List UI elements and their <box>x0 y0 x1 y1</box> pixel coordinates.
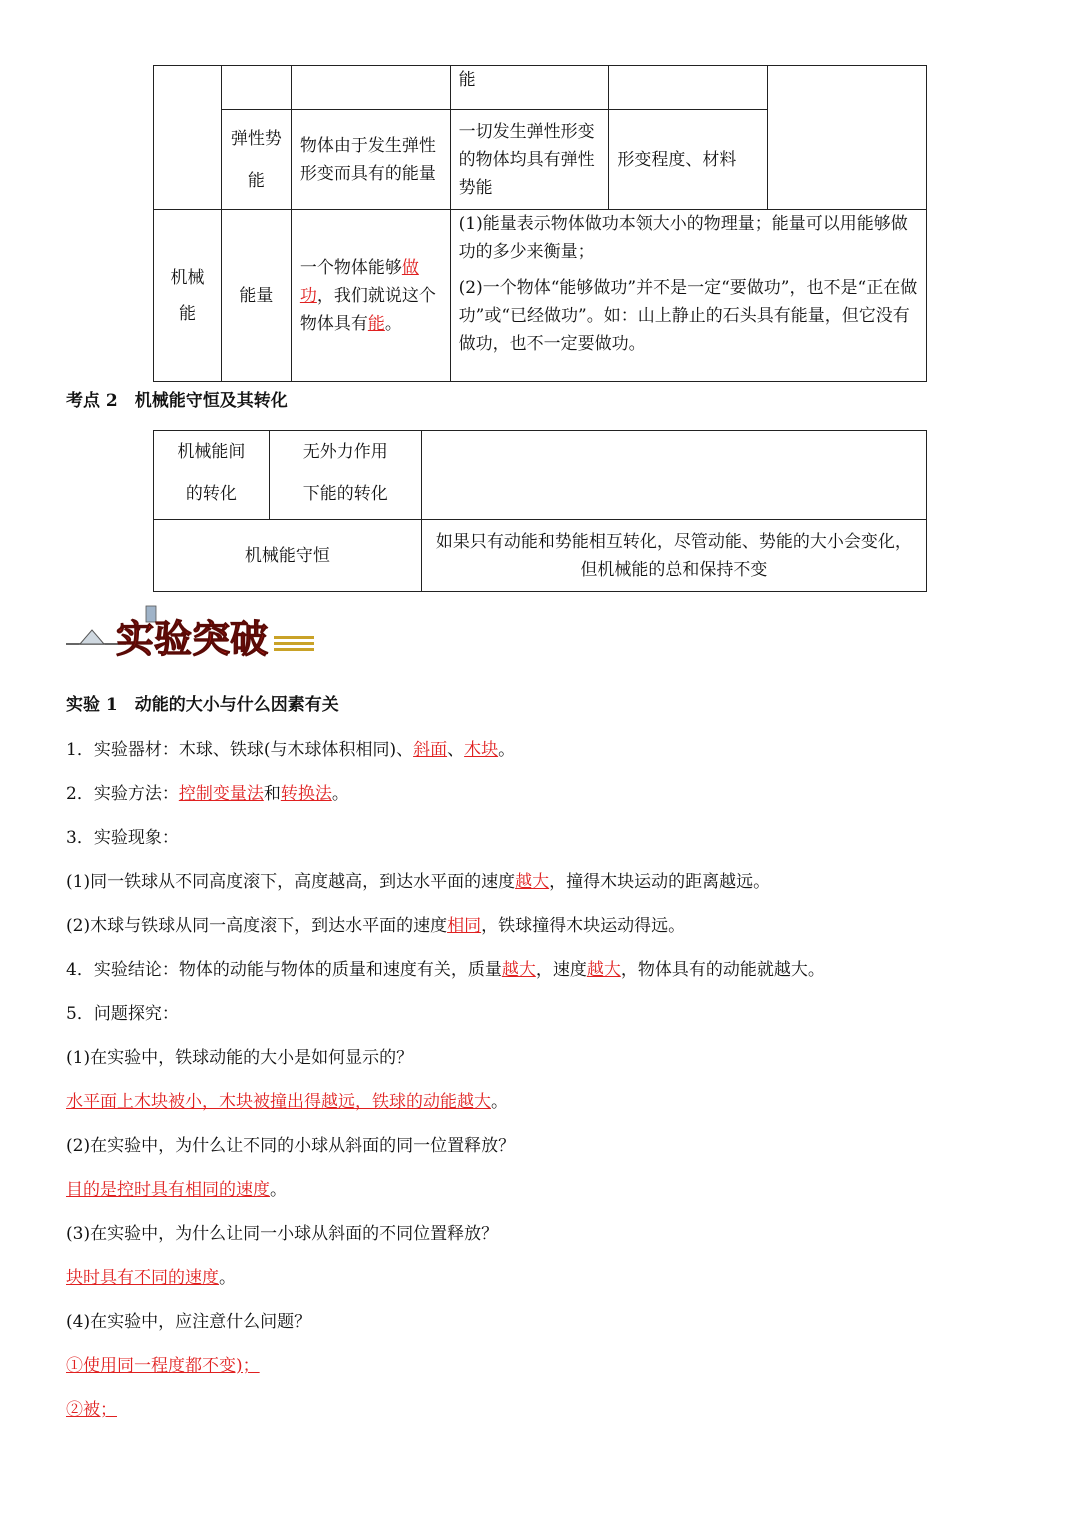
answer-blank: 越大 <box>586 960 621 980</box>
conservation-label-cell: 机械能守恒 <box>154 520 422 592</box>
energy-note-1: (1)能量表示物体做功本领大小的物理量；能量可以用能够做功的多少来衡量； <box>458 214 908 262</box>
answer-end: 。 <box>491 1092 508 1112</box>
elastic-label-cell: 弹性势能 <box>221 110 291 210</box>
answer-4-2 <box>66 1395 117 1420</box>
item-equipment <box>66 735 515 760</box>
answer-text: ①使用同一程度都不变)； <box>66 1356 260 1376</box>
banner-title: 实验突破 <box>116 617 269 661</box>
phen-text: ，铁球撞得木块运动得远。 <box>481 916 686 936</box>
conservation-table <box>153 430 927 592</box>
conclusion-text: ，物体具有的动能就越大。 <box>620 960 825 980</box>
def-text: 。 <box>384 313 402 334</box>
answer-blank: 相同 <box>447 916 482 936</box>
conversion-sublabel-line: 无外力作用 <box>302 442 388 462</box>
answer-3 <box>66 1263 236 1288</box>
conversion-label-line: 的转化 <box>185 484 237 504</box>
equipment-sep: 、 <box>447 740 465 760</box>
phenomenon-2 <box>66 911 685 936</box>
answer-blank: 越大 <box>515 872 550 892</box>
energy-table <box>153 65 927 382</box>
banner-graphic <box>66 600 326 666</box>
answer-blank: 木块 <box>464 740 499 760</box>
answer-blank: 做功 <box>299 257 419 306</box>
table-cell <box>154 66 222 210</box>
def-text: 一个物体能够 <box>299 257 402 278</box>
answer-4-1 <box>66 1351 260 1376</box>
answer-end: 。 <box>270 1180 287 1200</box>
conversion-content-cell <box>421 431 926 520</box>
def-text: ，我们就说这个物体具有 <box>299 285 436 334</box>
method-text: 2．实验方法： <box>66 784 179 804</box>
answer-blank: 斜面 <box>413 740 448 760</box>
phen-text: (2)木球与铁球从同一高度滚下，到达水平面的速度 <box>66 916 448 936</box>
equipment-text: 1．实验器材：木球、铁球(与木球体积相同)、 <box>66 740 414 760</box>
conversion-sublabel-cell <box>269 431 421 520</box>
conclusion-text: ，速度 <box>535 960 587 980</box>
table-cell: 能 <box>450 66 609 110</box>
table-cell <box>291 66 450 110</box>
answer-blank: 越大 <box>501 960 536 980</box>
elastic-definition-cell: 物体由于发生弹性形变而具有的能量 <box>291 110 450 210</box>
energy-definition-cell <box>291 210 450 382</box>
section-title: 考点 2 机械能守恒及其转化 <box>66 391 288 411</box>
conversion-label-line: 机械能间 <box>177 442 246 462</box>
question-3: (3)在实验中，为什么让同一小球从斜面的不同位置释放？ <box>66 1224 499 1244</box>
question-4: (4)在实验中，应注意什么问题？ <box>66 1312 312 1332</box>
item-inquiry: 5．问题探究： <box>66 1004 179 1024</box>
conservation-content-cell: 如果只有动能和势能相互转化，尽管动能、势能的大小会变化，但机械能的总和保持不变 <box>421 520 926 592</box>
answer-1 <box>66 1087 508 1112</box>
answer-blank: 转换法 <box>280 784 332 804</box>
mechanical-energy-cell: 机械能 <box>154 210 222 382</box>
phen-text: (1)同一铁球从不同高度滚下，高度越高，到达水平面的速度 <box>66 872 516 892</box>
energy-notes-cell <box>450 210 926 382</box>
method-end: 。 <box>331 784 349 804</box>
method-text: 和 <box>263 784 281 804</box>
conclusion-text: 4．实验结论：物体的动能与物体的质量和速度有关，质量 <box>66 960 502 980</box>
item-conclusion <box>66 955 825 980</box>
conversion-sublabel-line: 下能的转化 <box>302 484 388 504</box>
experiment-title: 实验 1 动能的大小与什么因素有关 <box>66 695 339 715</box>
energy-label-cell: 能量 <box>221 210 291 382</box>
item-phenomenon: 3．实验现象： <box>66 828 179 848</box>
elastic-scope-cell: 一切发生弹性形变的物体均具有弹性势能 <box>450 110 609 210</box>
answer-2 <box>66 1175 287 1200</box>
answer-blank: 能 <box>367 313 385 334</box>
question-1: (1)在实验中，铁球动能的大小是如何显示的？ <box>66 1048 414 1068</box>
conversion-label-cell <box>154 431 270 520</box>
phenomenon-1 <box>66 867 770 892</box>
answer-blank: 控制变量法 <box>178 784 264 804</box>
phen-text: ，撞得木块运动的距离越远。 <box>549 872 771 892</box>
elastic-factors-cell: 形变程度、材料 <box>609 110 768 210</box>
answer-text: 块时具有不同的速度 <box>66 1268 219 1288</box>
experiment-banner <box>66 600 326 666</box>
table-cell <box>221 66 291 110</box>
answer-text: 水平面上木块被小，木块被撞出得越远，铁球的动能越大 <box>66 1092 491 1112</box>
energy-note-2: (2)一个物体“能够做功”并不是一定“要做功”，也不是“正在做功”或“已经做功”。如：山上静止的石头具有能量，但它没有做功，也不一定要做功。 <box>458 278 918 354</box>
answer-end: 。 <box>219 1268 236 1288</box>
answer-text: ②被； <box>66 1400 117 1420</box>
answer-text: 目的是控时具有相同的速度 <box>66 1180 270 1200</box>
table-cell <box>609 66 768 110</box>
item-method <box>66 779 349 804</box>
table-cell <box>768 66 927 210</box>
equipment-end: 。 <box>498 740 516 760</box>
question-2: (2)在实验中，为什么让不同的小球从斜面的同一位置释放？ <box>66 1136 516 1156</box>
